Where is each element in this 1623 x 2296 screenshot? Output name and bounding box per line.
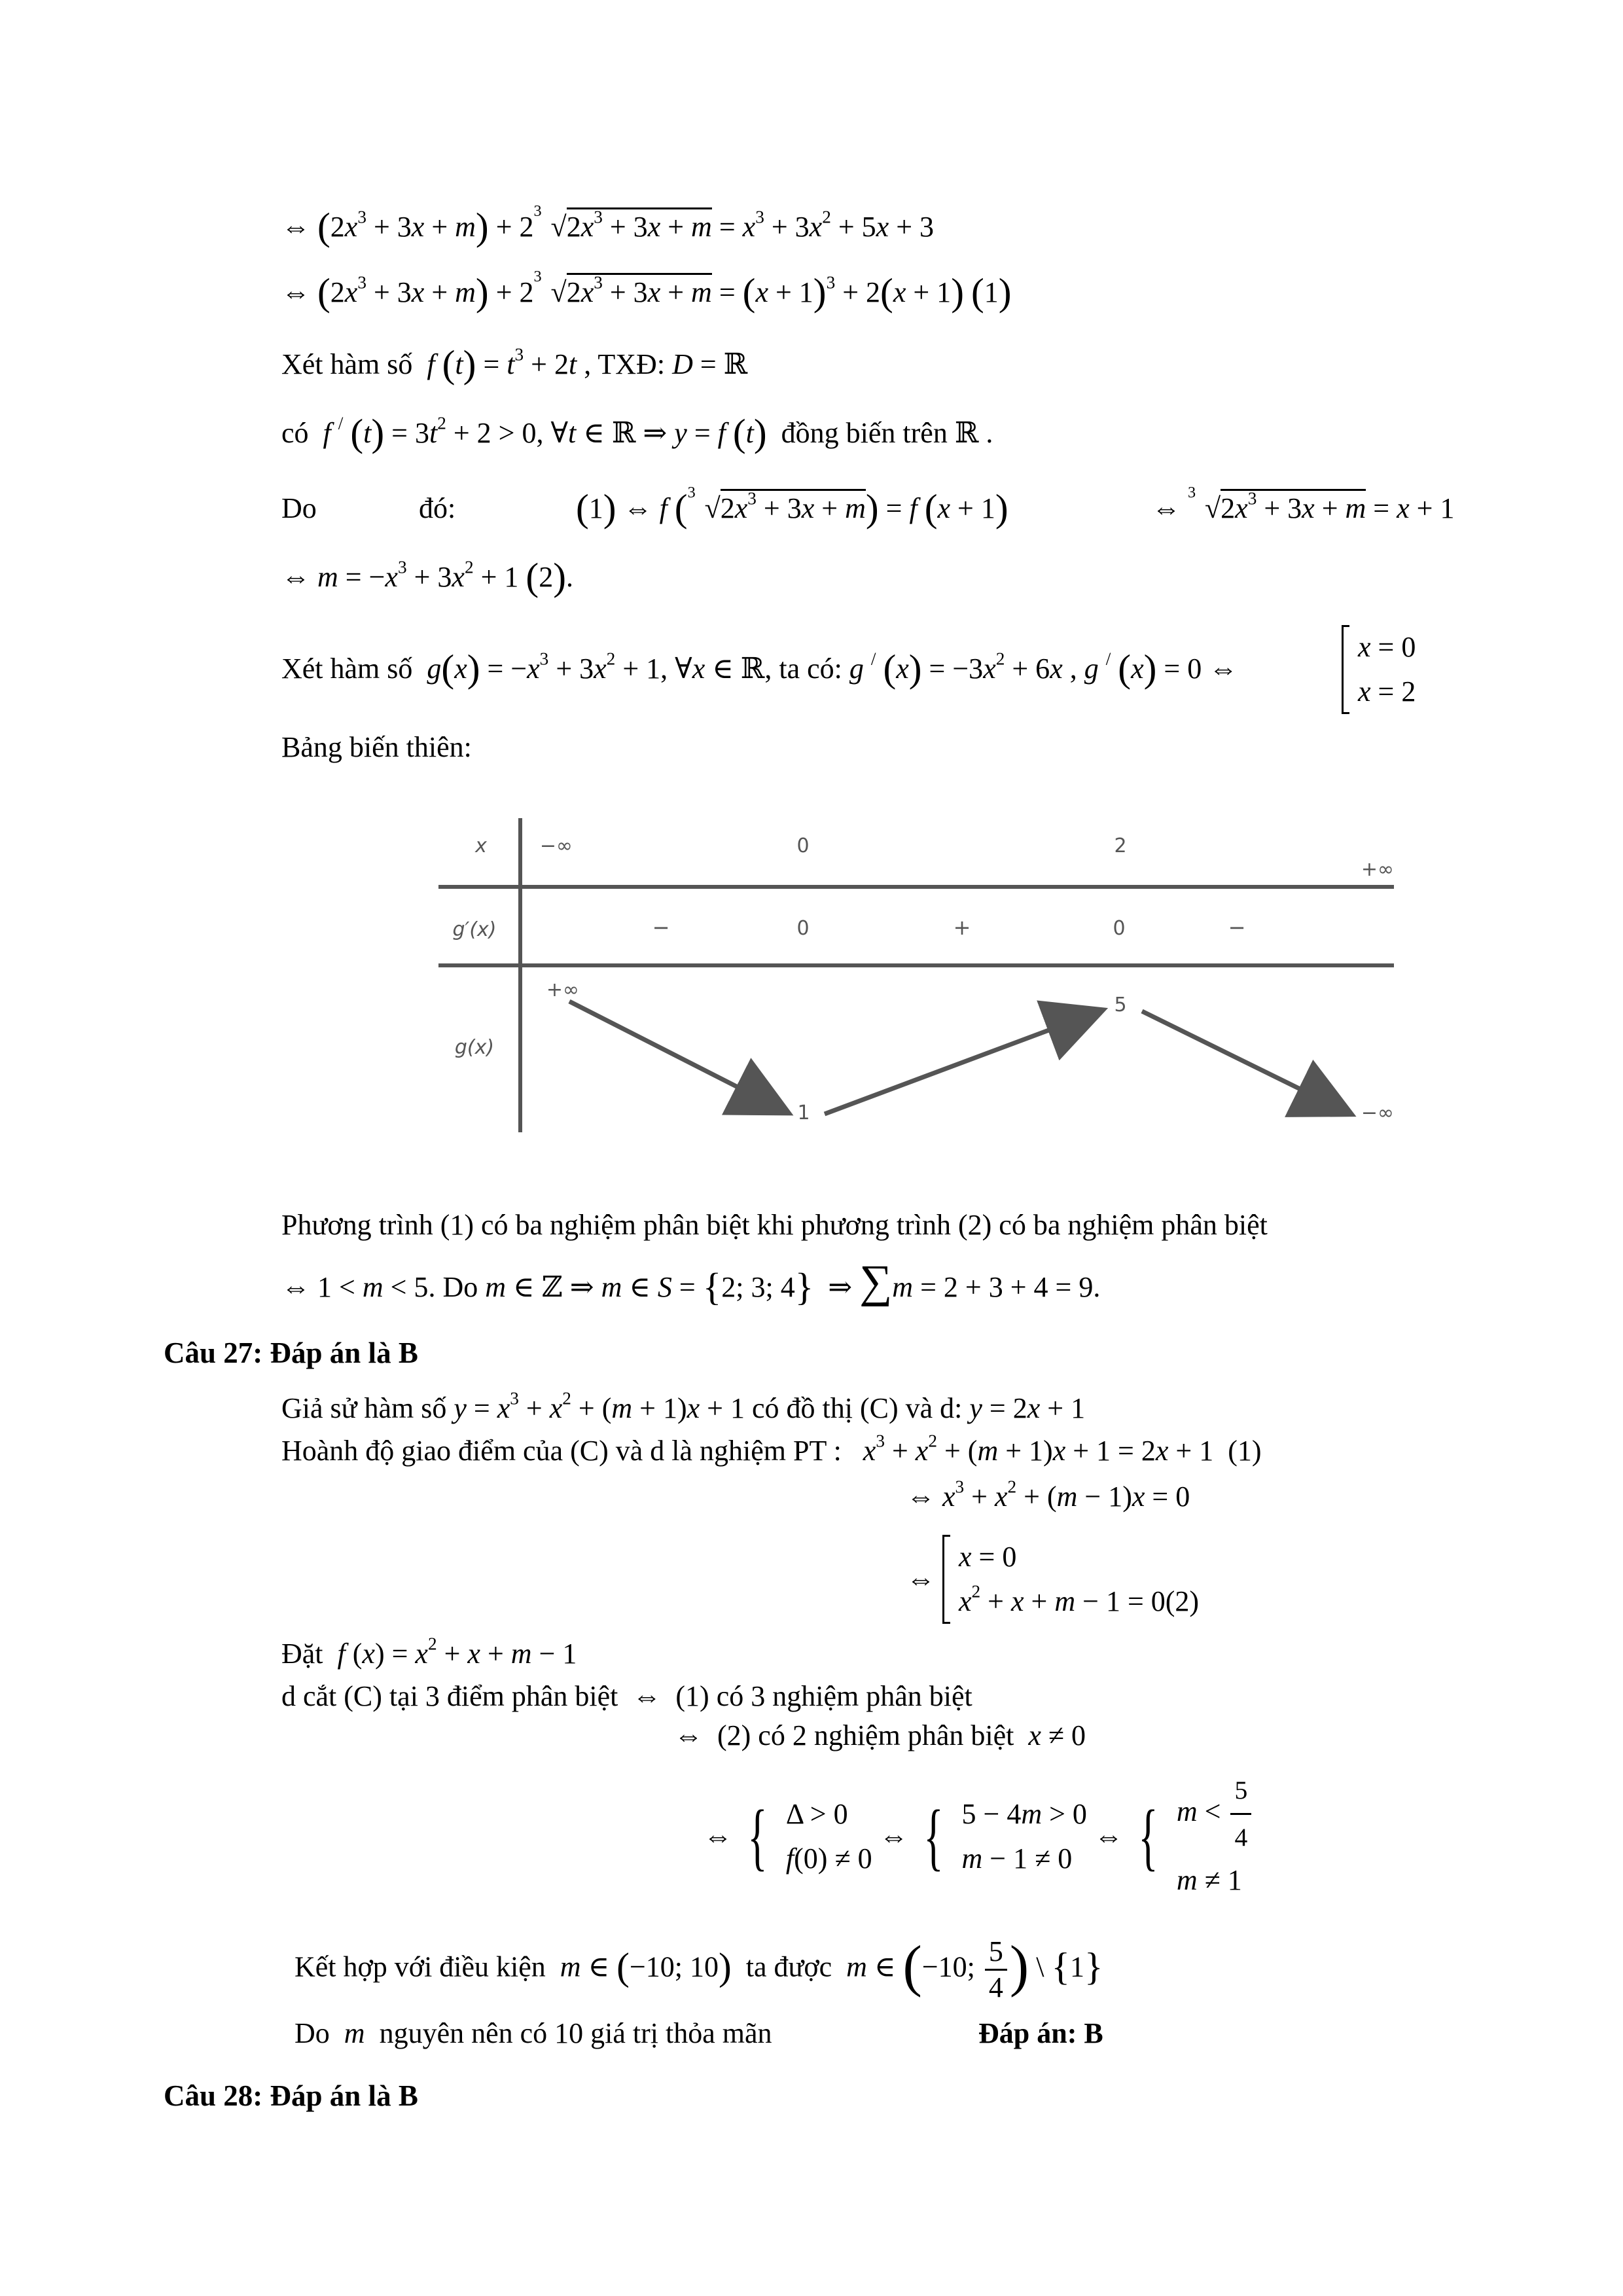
equation-line-2: ⇔ $(2x^3 + 3x + m) + 2$ 3 $√2x^3 + 3x + m = (x + 1)^3 + 2(x + 1)$ (1): [281, 268, 1012, 314]
q27-line-2: Hoành độ giao điểm của (C) và d là nghiệm PT : $x^3 + x^2 + (m + 1)x + 1 = 2x + 1$ (1): [281, 1431, 1262, 1467]
sign-3: +: [953, 915, 971, 940]
equation-line-1: ⇔ $(2x^3 + 3x + m) + 2$ 3 $√2x^3 + 3x + m = x^3 + 3x^2 + 5x + 3$: [281, 202, 935, 248]
q27-line-3: ⇔ $x^3 + x^2 + (m - 1)x = 0$: [906, 1477, 1190, 1513]
x-value-2: 2: [1114, 834, 1127, 857]
sign-1: −: [652, 915, 670, 940]
q27-answer: Đáp án: B: [978, 2017, 1103, 2049]
q27-line-1: Giả sử hàm số $y = x^3 + x^2 + (m + 1)x + 1$ có đồ thị (C) và d: y = 2x + 1: [281, 1388, 1086, 1424]
g-value-5: 5: [1114, 994, 1127, 1016]
q27-line-cut: d cắt (C) tại 3 điểm phân biệt ⇔ (1) có 3 nghiệm phân biệt: [281, 1680, 972, 1712]
sign-2: 0: [796, 917, 810, 940]
equation-line-5: (1) ⇔ f ( 3 $√2x^3 + 3x + m) = f$ (x + 1): [576, 484, 1008, 529]
function-definition: Xét hàm số f $(t) = t^3 + 2t$ , TXĐ: D = ℝ: [281, 342, 748, 386]
g-function-line: Xét hàm số $g(x) = -x^3 + 3x^2 + 1$, ∀x ∈ ℝ, ta có: g / $(x) = -3x^2 + 6x$ , g / (x) = 0 ⇔: [281, 646, 1238, 690]
arrow-decreasing-1: [569, 1001, 785, 1111]
equation-line-5b: ⇔ 3 $√2x^3 + 3x + m = x + 1$: [1152, 484, 1455, 524]
g-value-1: 1: [797, 1102, 810, 1124]
q27-line-dat: Đặt f $(x) = x^2 + x + m - 1$: [281, 1634, 577, 1670]
q27-line-cond2: ⇔ (2) có 2 nghiệm phân biệt x ≠ 0: [674, 1719, 1086, 1751]
roots-bracket: x = 0 x = 2: [1342, 625, 1416, 714]
equation-line-6: ⇔ $m = -x^3 + 3x^2 + 1$ (2).: [281, 554, 573, 598]
x-value-0: 0: [796, 834, 810, 857]
g-value-pos-inf: +∞: [546, 978, 580, 1001]
q27-line-combine: Kết hợp với điều kiện m ∈ (−10; 10) ta được m ∈ (−10; $\frac{5}{4}$ ) \ {1}: [294, 1934, 1103, 2003]
sign-4: 0: [1113, 917, 1126, 940]
derivative-line: có f / $(t) = 3t^2 + 2 > 0$, ∀t ∈ ℝ ⇒ y = f (t) đồng biến trên ℝ .: [281, 410, 993, 454]
row-label-x: x: [475, 834, 487, 857]
question-28-heading: Câu 28: Đáp án là B: [164, 2079, 418, 2112]
conclusion-line-2: ⇔ 1 < m < 5. Do m ∈ ℤ ⇒ m ∈ S = {2; 3; 4} ⇒ ∑m = 2 + 3 + 4 = 9.: [281, 1256, 1101, 1308]
x-value-pos-inf: +∞: [1361, 858, 1395, 881]
q27-line-conclude: Do m nguyên nên có 10 giá trị thỏa mãn: [294, 2017, 772, 2049]
table-label: Bảng biến thiên:: [281, 731, 472, 763]
row-label-gprime: g′(x): [452, 918, 497, 941]
question-27-heading: Câu 27: Đáp án là B: [164, 1336, 418, 1369]
g-value-neg-inf: −∞: [1361, 1102, 1395, 1124]
conclusion-line-1: Phương trình (1) có ba nghiệm phân biệt khi phương trình (2) có ba nghiệm phân biệt: [281, 1209, 1268, 1241]
arrow-increasing: [825, 1011, 1099, 1114]
sign-5: −: [1228, 915, 1246, 940]
row-label-g: g(x): [454, 1036, 495, 1059]
variation-table: [432, 805, 1414, 1145]
arrow-decreasing-2: [1142, 1011, 1348, 1113]
do-do-line: Do: [281, 492, 317, 524]
q27-system: ⇔ { Δ > 0 f(0) ≠ 0 ⇔ { 5 − 4m > 0 m − 1 ≠ 0 ⇔ { m < $\frac{5}{4}$ m ≠ 1: [704, 1770, 1254, 1895]
x-value-neg-inf: −∞: [539, 834, 573, 857]
q27-bracket: ⇔ x = 0 $x^2 + x + m - 1 = 0(2)$: [906, 1535, 1199, 1624]
